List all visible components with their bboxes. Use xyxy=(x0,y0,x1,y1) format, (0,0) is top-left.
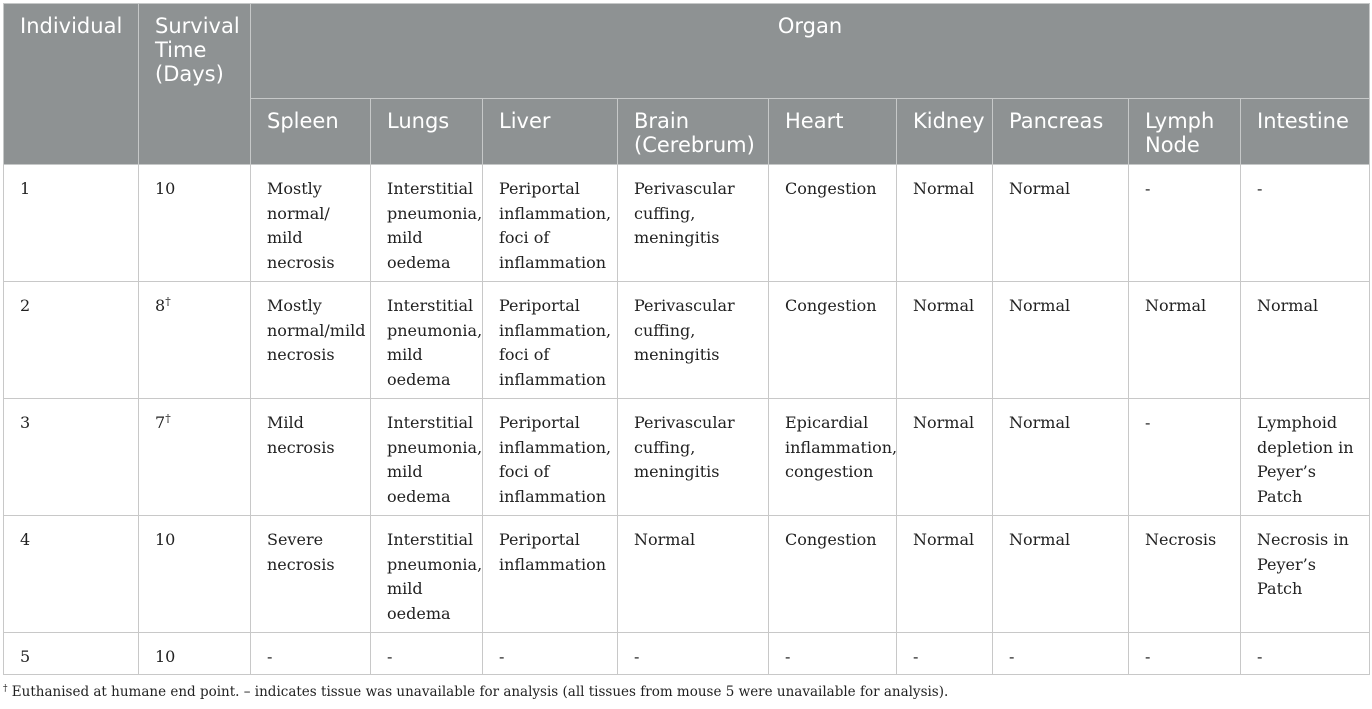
footnote-dagger: † xyxy=(3,684,8,694)
cell-lymph-node: - xyxy=(1129,633,1241,675)
cell-liver: Periportal inflammation xyxy=(483,516,618,633)
cell-survival xyxy=(139,282,251,399)
histopathology-table xyxy=(3,3,1370,675)
cell-intestine: Lymphoid depletion in Peyer’s Patch xyxy=(1241,399,1370,516)
header-liver: Liver xyxy=(483,99,618,165)
header-individual: Individual xyxy=(4,4,139,165)
cell-liver: - xyxy=(483,633,618,675)
cell-survival xyxy=(139,633,251,675)
survival-value: 10 xyxy=(155,530,176,549)
cell-individual: 1 xyxy=(4,165,139,282)
cell-lungs: - xyxy=(371,633,483,675)
table-row xyxy=(4,282,1370,399)
header-heart: Heart xyxy=(769,99,897,165)
cell-lungs: Interstitial pneumonia, mild oedema xyxy=(371,399,483,516)
header-kidney: Kidney xyxy=(897,99,993,165)
dagger-mark: † xyxy=(165,412,171,425)
cell-spleen: Mostly normal/ mild necrosis xyxy=(251,165,371,282)
header-survival-time: Survival Time (Days) xyxy=(139,4,251,165)
cell-intestine: - xyxy=(1241,165,1370,282)
cell-survival xyxy=(139,165,251,282)
cell-pancreas: - xyxy=(993,633,1129,675)
cell-pancreas: Normal xyxy=(993,399,1129,516)
cell-heart: Congestion xyxy=(769,516,897,633)
cell-lymph-node: Necrosis xyxy=(1129,516,1241,633)
cell-individual: 2 xyxy=(4,282,139,399)
cell-heart: - xyxy=(769,633,897,675)
cell-liver: Periportal inflammation, foci of inflammation xyxy=(483,282,618,399)
cell-intestine: Necrosis in Peyer’s Patch xyxy=(1241,516,1370,633)
cell-lungs: Interstitial pneumonia, mild oedema xyxy=(371,165,483,282)
cell-brain: Perivascular cuffing, meningitis xyxy=(618,282,769,399)
cell-lymph-node: Normal xyxy=(1129,282,1241,399)
cell-kidney: Normal xyxy=(897,165,993,282)
table-row xyxy=(4,633,1370,675)
cell-liver: Periportal inflammation, foci of inflammation xyxy=(483,165,618,282)
cell-individual: 4 xyxy=(4,516,139,633)
dagger-mark: † xyxy=(165,295,171,308)
cell-brain: Perivascular cuffing, meningitis xyxy=(618,399,769,516)
table-body xyxy=(4,165,1370,675)
header-pancreas: Pancreas xyxy=(993,99,1129,165)
cell-lymph-node: - xyxy=(1129,165,1241,282)
header-spleen: Spleen xyxy=(251,99,371,165)
cell-pancreas: Normal xyxy=(993,282,1129,399)
cell-heart: Congestion xyxy=(769,282,897,399)
header-organ: Organ xyxy=(251,4,1370,99)
cell-survival xyxy=(139,399,251,516)
cell-liver: Periportal inflammation, foci of inflammation xyxy=(483,399,618,516)
cell-brain: - xyxy=(618,633,769,675)
cell-spleen: Mild necrosis xyxy=(251,399,371,516)
cell-heart: Epicardial inflammation, congestion xyxy=(769,399,897,516)
cell-brain: Normal xyxy=(618,516,769,633)
survival-value: 7 xyxy=(155,413,166,432)
survival-value: 8 xyxy=(155,296,166,315)
survival-value: 10 xyxy=(155,647,176,666)
cell-individual: 5 xyxy=(4,633,139,675)
cell-kidney: - xyxy=(897,633,993,675)
cell-lungs: Interstitial pneumonia, mild oedema xyxy=(371,516,483,633)
cell-spleen: Mostly normal/mild necrosis xyxy=(251,282,371,399)
cell-spleen: - xyxy=(251,633,371,675)
cell-kidney: Normal xyxy=(897,282,993,399)
table-header xyxy=(4,4,1370,165)
header-lymph-node: Lymph Node xyxy=(1129,99,1241,165)
cell-survival xyxy=(139,516,251,633)
header-brain: Brain (Cerebrum) xyxy=(618,99,769,165)
cell-brain: Perivascular cuffing, meningitis xyxy=(618,165,769,282)
cell-lymph-node: - xyxy=(1129,399,1241,516)
survival-value: 10 xyxy=(155,179,176,198)
table-row xyxy=(4,516,1370,633)
table-row xyxy=(4,165,1370,282)
cell-pancreas: Normal xyxy=(993,165,1129,282)
cell-spleen: Severe necrosis xyxy=(251,516,371,633)
cell-kidney: Normal xyxy=(897,399,993,516)
cell-intestine: Normal xyxy=(1241,282,1370,399)
header-intestine: Intestine xyxy=(1241,99,1370,165)
table-row xyxy=(4,399,1370,516)
cell-kidney: Normal xyxy=(897,516,993,633)
header-lungs: Lungs xyxy=(371,99,483,165)
footnote-text: Euthanised at humane end point. – indicates tissue was unavailable for analysis (all tissues from mouse 5 were unavailable for analysis). xyxy=(7,684,949,700)
cell-pancreas: Normal xyxy=(993,516,1129,633)
table-footnote xyxy=(3,684,948,700)
cell-heart: Congestion xyxy=(769,165,897,282)
cell-intestine: - xyxy=(1241,633,1370,675)
cell-lungs: Interstitial pneumonia, mild oedema xyxy=(371,282,483,399)
cell-individual: 3 xyxy=(4,399,139,516)
